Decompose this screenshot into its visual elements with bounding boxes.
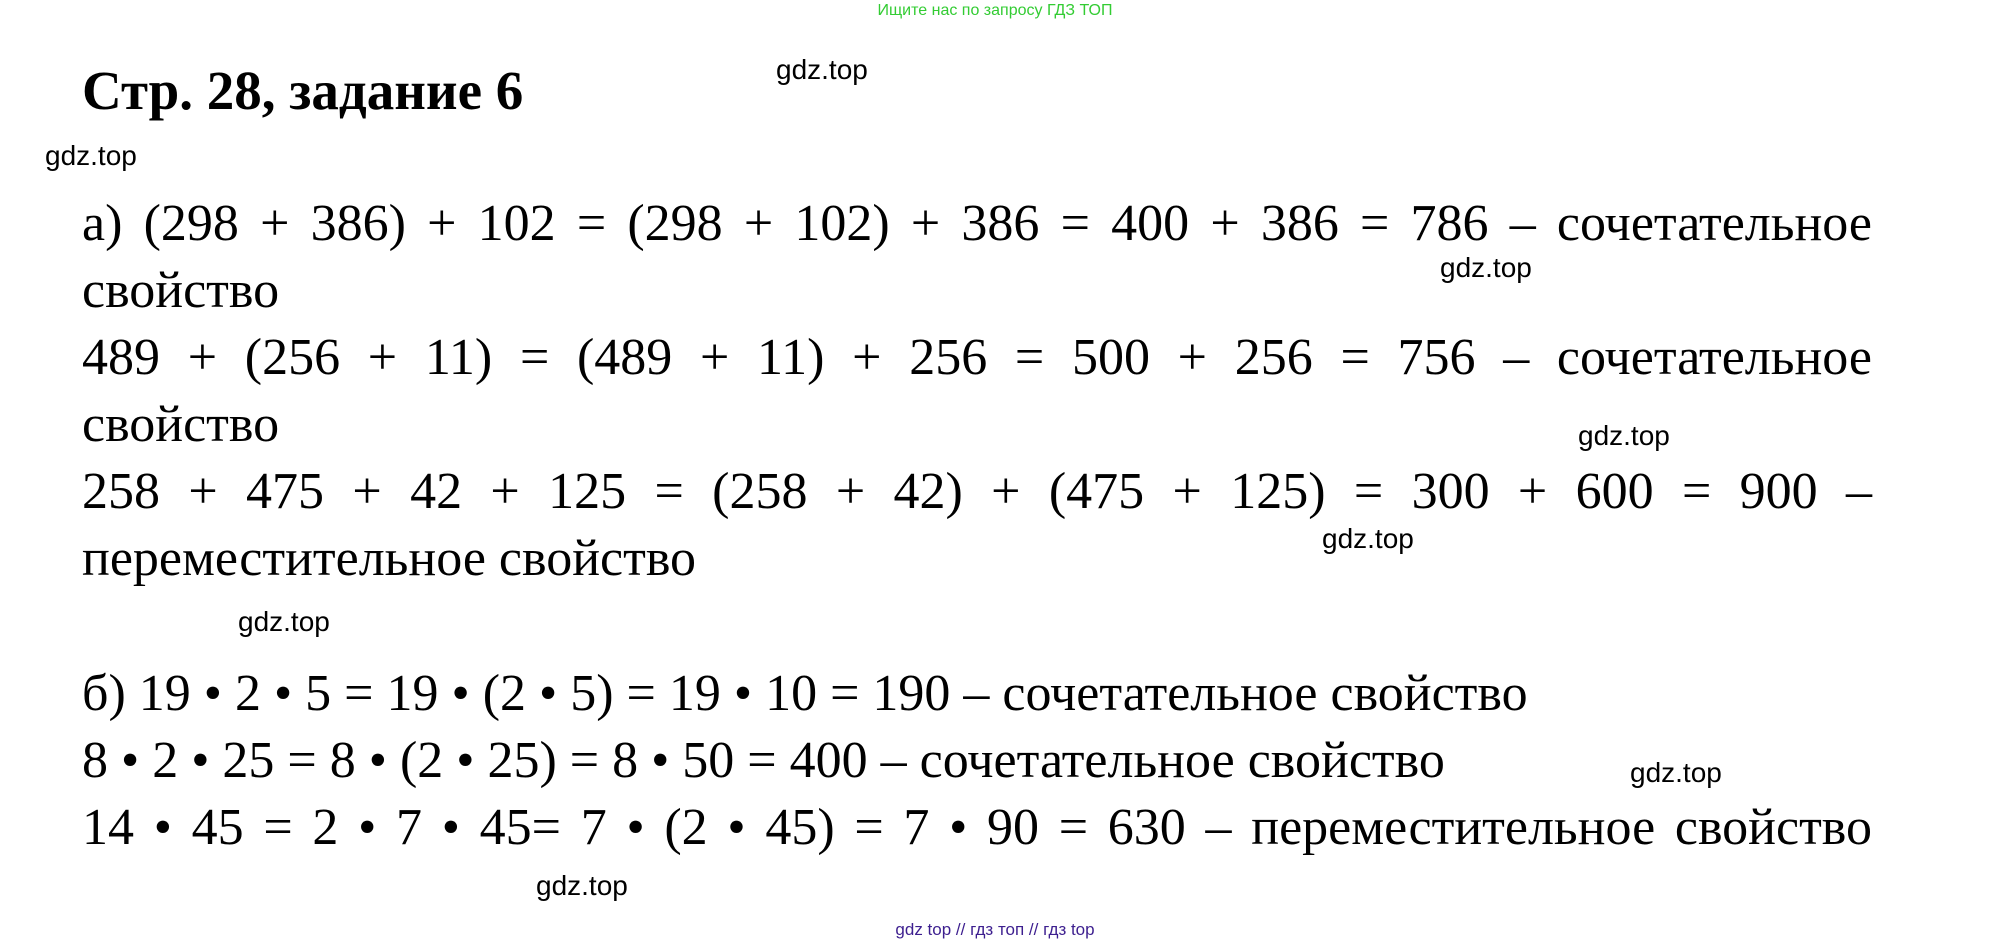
watermark: gdz.top: [1440, 252, 1532, 283]
part-a-line-5: 258 + 475 + 42 + 125 = (258 + 42) + (475 + 125) = 300 + 600 = 900 –: [82, 463, 1872, 520]
part-b-line-1: б) 19 • 2 • 5 = 19 • (2 • 5) = 19 • 10 = 190 – сочетательное свойство: [82, 665, 1528, 722]
part-a-line-4: свойство: [82, 396, 280, 453]
watermark: gdz.top: [776, 54, 868, 85]
page-title: Стр. 28, задание 6: [82, 60, 524, 121]
top-banner: Ищите нас по запросу ГДЗ ТОП: [877, 2, 1113, 19]
footer-watermark: gdz top // гдз топ // гдз top: [895, 920, 1095, 939]
watermark: gdz.top: [536, 870, 628, 901]
part-a-line-2: свойство: [82, 262, 280, 319]
watermark: gdz.top: [1630, 757, 1722, 788]
part-a-line-6: переместительное свойство: [82, 530, 697, 587]
part-b-solution: [82, 660, 1872, 861]
part-a-line-1: а) (298 + 386) + 102 = (298 + 102) + 386 = 400 + 386 = 786 – сочетательное: [82, 195, 1872, 252]
part-a-line-3: 489 + (256 + 11) = (489 + 11) + 256 = 500 + 256 = 756 – сочетательное: [82, 329, 1872, 386]
watermark: gdz.top: [238, 606, 330, 637]
part-b-line-2: 8 • 2 • 25 = 8 • (2 • 25) = 8 • 50 = 400 – сочетательное свойство: [82, 732, 1445, 789]
watermark: gdz.top: [1322, 523, 1414, 554]
part-b-line-3: 14 • 45 = 2 • 7 • 45= 7 • (2 • 45) = 7 • 90 = 630 – переместительное свойство: [82, 799, 1872, 856]
watermark: gdz.top: [45, 140, 137, 171]
watermark: gdz.top: [1578, 420, 1670, 451]
part-a-solution: [82, 190, 1872, 592]
